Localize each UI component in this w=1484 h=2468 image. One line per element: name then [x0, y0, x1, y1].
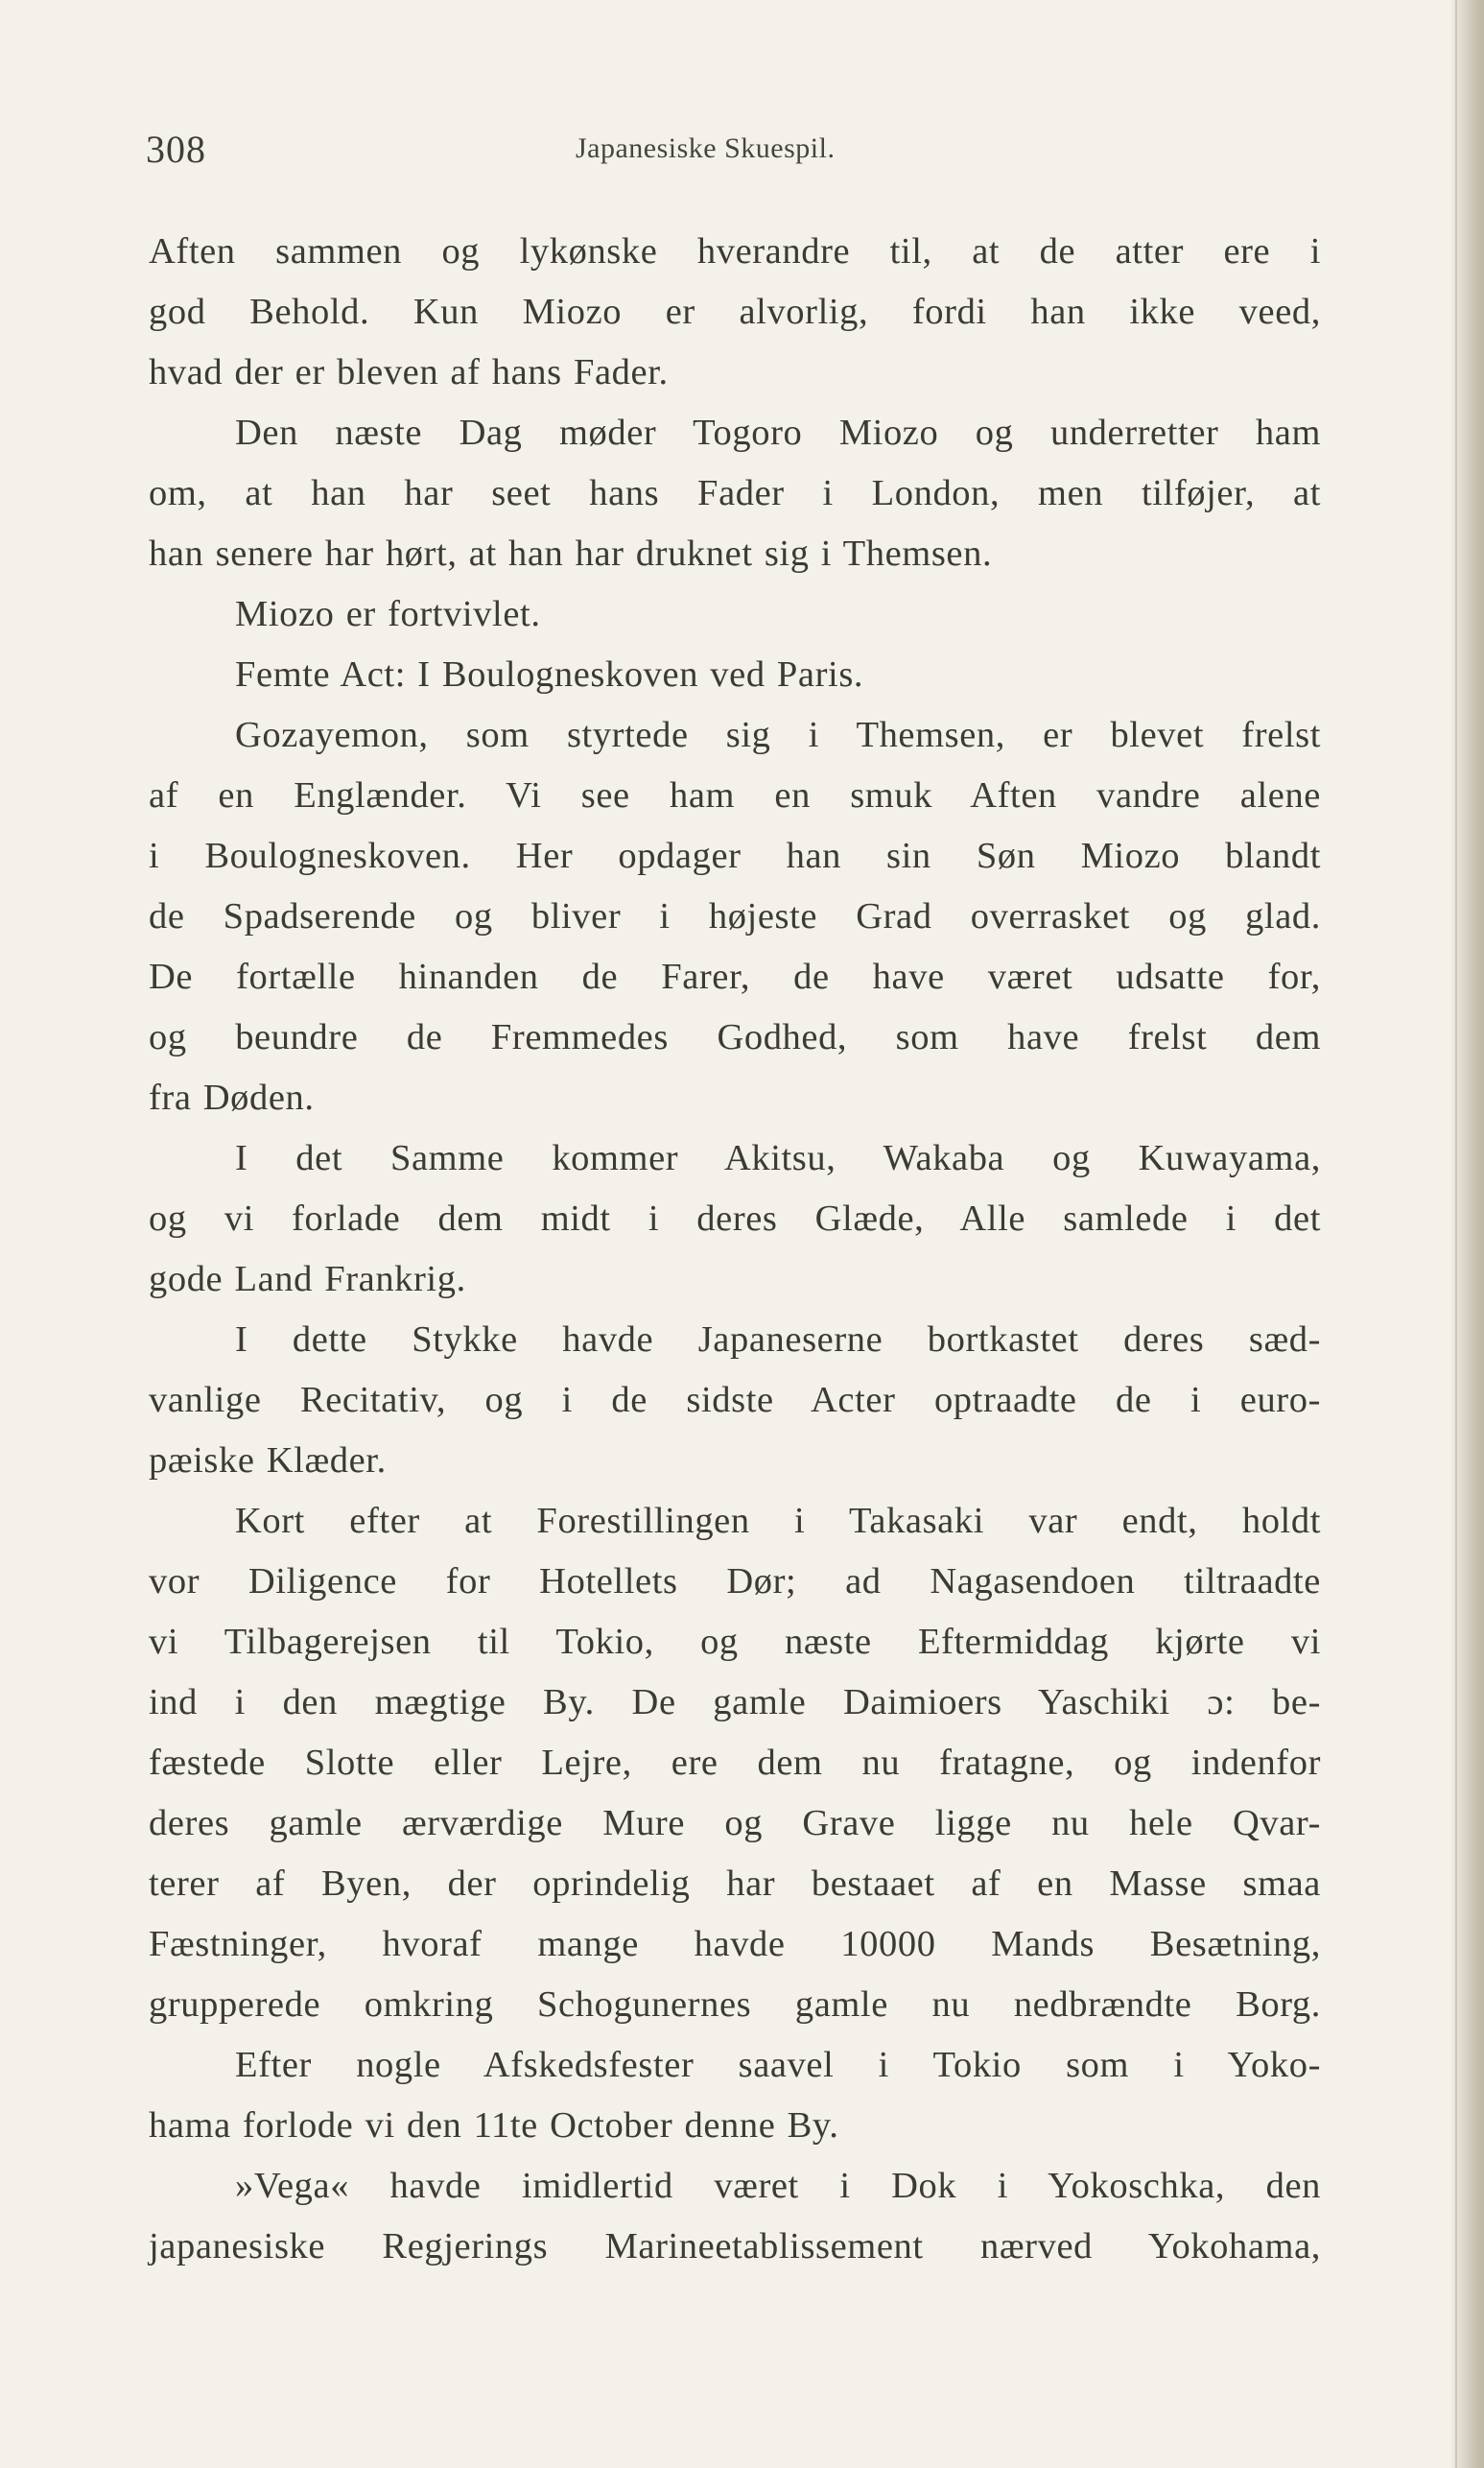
text-line: vor Diligence for Hotellets Dør; ad Nagasendoen tiltraadte	[149, 1561, 1321, 1602]
text-line: de Spadserende og bliver i højeste Grad overrasket og glad.	[149, 896, 1321, 937]
page-edge-line	[1455, 0, 1457, 2468]
text-line: af en Englænder. Vi see ham en smuk Aften vandre alene	[149, 775, 1321, 816]
text-line: Kort efter at Forestillingen i Takasaki var endt, holdt	[235, 1501, 1321, 1541]
text-line: deres gamle ærværdige Mure og Grave ligge nu hele Qvar-	[149, 1803, 1321, 1843]
page-header	[146, 127, 1335, 184]
text-line: grupperede omkring Schogunernes gamle nu nedbrændte Borg.	[149, 1984, 1321, 2025]
text-line: vanlige Recitativ, og i de sidste Acter optraadte de i euro-	[149, 1380, 1321, 1420]
text-line: Aften sammen og lykønske hverandre til, at de atter ere i	[149, 231, 1321, 272]
text-line: De fortælle hinanden de Farer, de have været udsatte for,	[149, 957, 1321, 997]
text-line: Gozayemon, som styrtede sig i Themsen, er blevet frelst	[235, 715, 1321, 755]
text-line: om, at han har seet hans Fader i London, men tilføjer, at	[149, 473, 1321, 513]
text-line: vi Tilbagerejsen til Tokio, og næste Eftermiddag kjørte vi	[149, 1622, 1321, 1662]
text-line: han senere har hørt, at han har druknet sig i Themsen.	[149, 534, 993, 574]
text-line: ind i den mægtige By. De gamle Daimioers Yaschiki ɔ: be-	[149, 1682, 1321, 1722]
text-line: hama forlode vi den 11te October denne By.	[149, 2105, 839, 2146]
running-title: Japanesiske Skuespil.	[576, 132, 836, 164]
text-line: japanesiske Regjerings Marineetablissement nærved Yokohama,	[149, 2226, 1321, 2266]
text-line: Fæstninger, hvoraf mange havde 10000 Mands Besætning,	[149, 1924, 1321, 1964]
text-line: i Boulogneskoven. Her opdager han sin Søn Miozo blandt	[149, 836, 1321, 876]
text-line: »Vega« havde imidlertid været i Dok i Yokoschka, den	[235, 2166, 1321, 2206]
body-text	[149, 222, 1321, 2277]
text-line: Femte Act: I Boulogneskoven ved Paris.	[235, 654, 864, 695]
page-number: 308	[146, 128, 206, 171]
text-line: fra Døden.	[149, 1078, 315, 1118]
text-line: hvad der er bleven af hans Fader.	[149, 352, 669, 392]
text-line: I det Samme kommer Akitsu, Wakaba og Kuwayama,	[235, 1138, 1321, 1178]
text-line: Efter nogle Afskedsfester saavel i Tokio som i Yoko-	[235, 2045, 1321, 2085]
text-line: terer af Byen, der oprindelig har bestaaet af en Masse smaa	[149, 1863, 1321, 1904]
text-line: god Behold. Kun Miozo er alvorlig, fordi han ikke veed,	[149, 292, 1321, 332]
text-line: Den næste Dag møder Togoro Miozo og underretter ham	[235, 413, 1321, 453]
text-line: Miozo er fortvivlet.	[235, 594, 541, 634]
text-line: I dette Stykke havde Japaneserne bortkastet deres sæd-	[235, 1319, 1321, 1360]
text-line: og beundre de Fremmedes Godhed, som have frelst dem	[149, 1017, 1321, 1057]
text-line: gode Land Frankrig.	[149, 1259, 466, 1299]
text-line: fæstede Slotte eller Lejre, ere dem nu fratagne, og indenfor	[149, 1743, 1321, 1783]
text-line: pæiske Klæder.	[149, 1440, 387, 1481]
text-line: og vi forlade dem midt i deres Glæde, Alle samlede i det	[149, 1198, 1321, 1239]
